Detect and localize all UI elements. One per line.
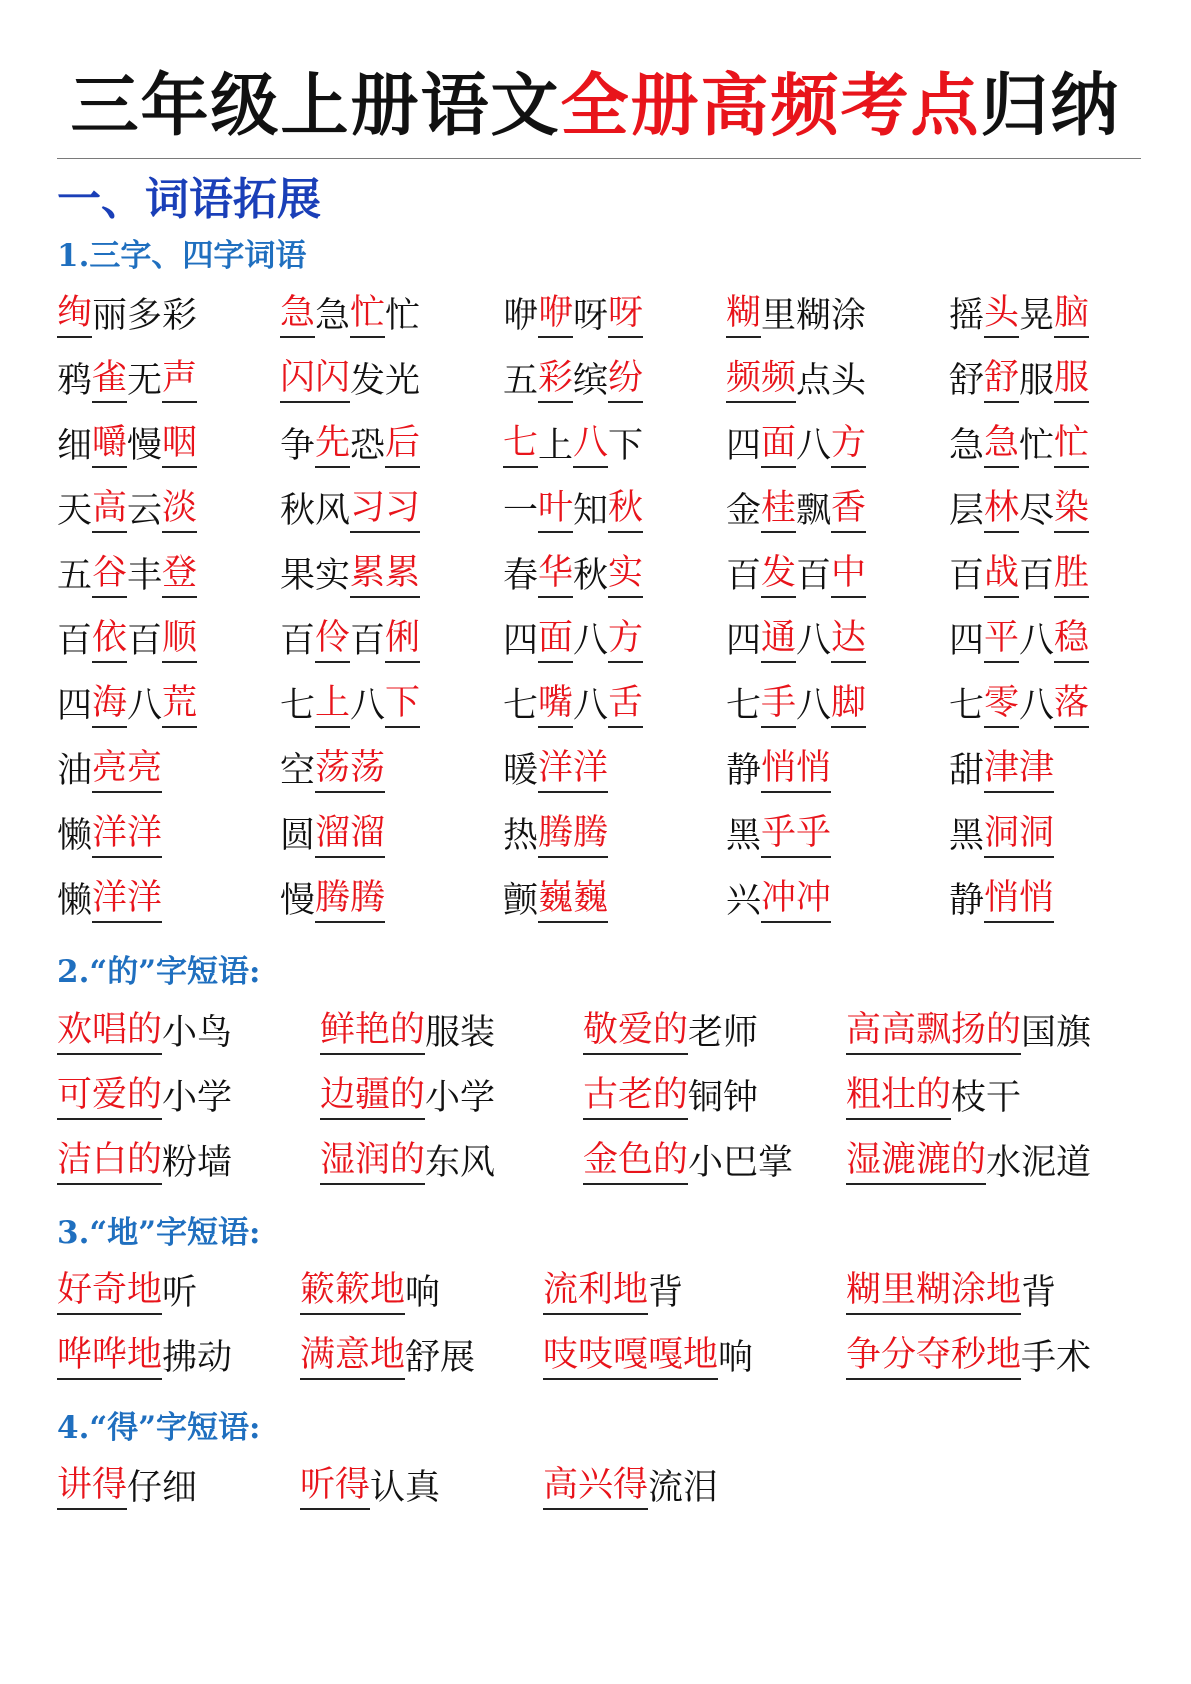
plain-word: 懒 bbox=[57, 815, 93, 856]
grid-item bbox=[280, 746, 385, 793]
highlighted-word: 敬爱的 bbox=[583, 1008, 688, 1055]
plain-word: 呀 bbox=[573, 295, 609, 336]
plain-word: 百 bbox=[726, 555, 762, 596]
plain-word: 小巴掌 bbox=[688, 1142, 794, 1183]
plain-word: 七 bbox=[503, 685, 539, 726]
plain-word: 铜钟 bbox=[688, 1077, 759, 1118]
plain-word: 百 bbox=[949, 555, 985, 596]
highlighted-word: 湿润的 bbox=[320, 1138, 425, 1185]
plain-word: 五 bbox=[57, 555, 93, 596]
plain-word: 点头 bbox=[796, 360, 867, 401]
page-title bbox=[0, 62, 1191, 152]
plain-word: 尽 bbox=[1019, 490, 1055, 531]
plain-word: 丰 bbox=[127, 555, 163, 596]
grid-item bbox=[726, 746, 831, 793]
de-item bbox=[320, 1138, 495, 1185]
plain-word: 背 bbox=[648, 1272, 684, 1313]
grid-item bbox=[726, 811, 831, 858]
grid-item bbox=[57, 616, 197, 663]
highlighted-word: 彩 bbox=[538, 356, 573, 403]
di-item bbox=[57, 1333, 232, 1380]
highlighted-word: 腾腾 bbox=[315, 876, 385, 923]
plain-word: 慢 bbox=[280, 880, 316, 921]
highlighted-word: 香 bbox=[831, 486, 866, 533]
plain-word: 舒 bbox=[949, 360, 985, 401]
di-item bbox=[543, 1333, 753, 1380]
grid-item bbox=[726, 486, 866, 533]
highlighted-word: 手 bbox=[761, 681, 796, 728]
highlighted-word: 依 bbox=[92, 616, 127, 663]
grid-item bbox=[280, 486, 420, 533]
highlighted-word: 后 bbox=[385, 421, 420, 468]
plain-word: 舒展 bbox=[405, 1337, 476, 1378]
subheading-de-phrases: 2.“的”字短语: bbox=[57, 954, 261, 990]
grid-item bbox=[57, 551, 197, 598]
highlighted-word: 满意地 bbox=[300, 1333, 405, 1380]
de-item bbox=[57, 1138, 232, 1185]
highlighted-word: 洞洞 bbox=[984, 811, 1054, 858]
highlighted-word: 稳 bbox=[1054, 616, 1089, 663]
plain-word: 晃 bbox=[1019, 295, 1055, 336]
plain-word: 拂动 bbox=[162, 1337, 233, 1378]
highlighted-word: 鲜艳的 bbox=[320, 1008, 425, 1055]
grid-item bbox=[503, 681, 643, 728]
highlighted-word: 嘴 bbox=[538, 681, 573, 728]
highlighted-word: 通 bbox=[761, 616, 796, 663]
highlighted-word: 呀 bbox=[608, 291, 643, 338]
plain-word: 八 bbox=[796, 620, 832, 661]
grid-item bbox=[57, 876, 162, 923]
highlighted-word: 中 bbox=[831, 551, 866, 598]
highlighted-word: 战 bbox=[984, 551, 1019, 598]
plain-word: 四 bbox=[57, 685, 93, 726]
plain-word: 流泪 bbox=[648, 1467, 719, 1508]
highlighted-word: 方 bbox=[831, 421, 866, 468]
highlighted-word: 咿 bbox=[538, 291, 573, 338]
grid-item bbox=[503, 616, 643, 663]
highlighted-word: 可爱的 bbox=[57, 1073, 162, 1120]
grid-item bbox=[503, 421, 643, 468]
de-item bbox=[320, 1008, 495, 1055]
plain-word: 细 bbox=[57, 425, 93, 466]
highlighted-word: 舌 bbox=[608, 681, 643, 728]
highlighted-word: 忙 bbox=[1054, 421, 1089, 468]
plain-word: 急 bbox=[315, 295, 351, 336]
grid-item bbox=[280, 811, 385, 858]
plain-word: 知 bbox=[573, 490, 609, 531]
plain-word: 七 bbox=[949, 685, 985, 726]
grid-item bbox=[949, 486, 1089, 533]
plain-word: 认真 bbox=[370, 1467, 441, 1508]
plain-word: 五 bbox=[503, 360, 539, 401]
highlighted-word: 达 bbox=[831, 616, 866, 663]
plain-word: 丽多彩 bbox=[92, 295, 198, 336]
plain-word: 天 bbox=[57, 490, 93, 531]
highlighted-word: 讲得 bbox=[57, 1463, 127, 1510]
highlighted-word: 欢唱的 bbox=[57, 1008, 162, 1055]
highlighted-word: 忙 bbox=[350, 291, 385, 338]
plain-word: 老师 bbox=[688, 1012, 759, 1053]
grid-item bbox=[57, 486, 197, 533]
grid-item bbox=[503, 876, 608, 923]
de-item bbox=[320, 1073, 495, 1120]
grid-item bbox=[280, 616, 420, 663]
plain-word: 百 bbox=[57, 620, 93, 661]
grid-item bbox=[57, 681, 197, 728]
plain-word: 摇 bbox=[949, 295, 985, 336]
plain-word: 小学 bbox=[162, 1077, 233, 1118]
di-item bbox=[300, 1268, 440, 1315]
plain-word: 油 bbox=[57, 750, 93, 791]
grid-item bbox=[503, 291, 643, 338]
highlighted-word: 荒 bbox=[162, 681, 197, 728]
grid-item bbox=[949, 681, 1089, 728]
highlighted-word: 溜溜 bbox=[315, 811, 385, 858]
highlighted-word: 洋洋 bbox=[92, 811, 162, 858]
plain-word: 七 bbox=[726, 685, 762, 726]
plain-word: 黑 bbox=[726, 815, 762, 856]
plain-word: 金 bbox=[726, 490, 762, 531]
highlighted-word: 俐 bbox=[385, 616, 420, 663]
highlighted-word: 粗壮的 bbox=[846, 1073, 951, 1120]
highlighted-word: 服 bbox=[1054, 356, 1089, 403]
plain-word: 暖 bbox=[503, 750, 539, 791]
plain-word: 东风 bbox=[425, 1142, 496, 1183]
highlighted-word: 高高飘扬的 bbox=[846, 1008, 1021, 1055]
plain-word: 八 bbox=[127, 685, 163, 726]
highlighted-word: 腾腾 bbox=[538, 811, 608, 858]
highlighted-word: 头 bbox=[984, 291, 1019, 338]
highlighted-word: 高 bbox=[92, 486, 127, 533]
highlighted-word: 秋 bbox=[608, 486, 643, 533]
plain-word: 八 bbox=[796, 685, 832, 726]
plain-word: 四 bbox=[726, 620, 762, 661]
highlighted-word: 嚼 bbox=[92, 421, 127, 468]
plain-word: 仔细 bbox=[127, 1467, 198, 1508]
highlighted-word: 洋洋 bbox=[92, 876, 162, 923]
plain-word: 发光 bbox=[350, 360, 421, 401]
highlighted-word: 纷 bbox=[608, 356, 643, 403]
grid-item bbox=[949, 746, 1054, 793]
dei-item bbox=[57, 1463, 197, 1510]
highlighted-word: 高兴得 bbox=[543, 1463, 648, 1510]
plain-word: 百 bbox=[127, 620, 163, 661]
plain-word: 背 bbox=[1021, 1272, 1057, 1313]
plain-word: 服 bbox=[1019, 360, 1055, 401]
grid-item bbox=[57, 746, 162, 793]
grid-item bbox=[949, 811, 1054, 858]
plain-word: 小鸟 bbox=[162, 1012, 233, 1053]
highlighted-word: 脚 bbox=[831, 681, 866, 728]
highlighted-word: 淡 bbox=[162, 486, 197, 533]
highlighted-word: 累累 bbox=[350, 551, 420, 598]
grid-item bbox=[726, 616, 866, 663]
plain-word: 热 bbox=[503, 815, 539, 856]
plain-word: 急 bbox=[949, 425, 985, 466]
highlighted-word: 悄悄 bbox=[984, 876, 1054, 923]
highlighted-word: 谷 bbox=[92, 551, 127, 598]
grid-item bbox=[280, 356, 420, 403]
plain-word: 八 bbox=[573, 685, 609, 726]
highlighted-word: 好奇地 bbox=[57, 1268, 162, 1315]
plain-word: 八 bbox=[1019, 685, 1055, 726]
highlighted-word: 急 bbox=[984, 421, 1019, 468]
de-item bbox=[583, 1073, 758, 1120]
plain-word: 空 bbox=[280, 750, 316, 791]
grid-item bbox=[503, 811, 608, 858]
highlighted-word: 哗哗地 bbox=[57, 1333, 162, 1380]
highlighted-word: 金色的 bbox=[583, 1138, 688, 1185]
highlighted-word: 糊 bbox=[726, 291, 761, 338]
plain-word: 缤 bbox=[573, 360, 609, 401]
highlighted-word: 发 bbox=[761, 551, 796, 598]
highlighted-word: 洁白的 bbox=[57, 1138, 162, 1185]
highlighted-word: 洋洋 bbox=[538, 746, 608, 793]
plain-word: 果实 bbox=[280, 555, 351, 596]
plain-word: 飘 bbox=[796, 490, 832, 531]
de-item bbox=[57, 1008, 232, 1055]
highlighted-word: 糊里糊涂地 bbox=[846, 1268, 1021, 1315]
grid-item bbox=[57, 291, 197, 338]
highlighted-word: 海 bbox=[92, 681, 127, 728]
de-item bbox=[846, 1138, 1091, 1185]
grid-item bbox=[949, 356, 1089, 403]
highlighted-word: 古老的 bbox=[583, 1073, 688, 1120]
plain-word: 八 bbox=[1019, 620, 1055, 661]
dei-item bbox=[543, 1463, 718, 1510]
grid-item bbox=[949, 616, 1089, 663]
highlighted-word: 染 bbox=[1054, 486, 1089, 533]
plain-word: 争 bbox=[280, 425, 316, 466]
plain-word: 百 bbox=[350, 620, 386, 661]
plain-word: 八 bbox=[350, 685, 386, 726]
grid-item bbox=[503, 746, 608, 793]
plain-word: 咿 bbox=[503, 295, 539, 336]
plain-word: 懒 bbox=[57, 880, 93, 921]
plain-word: 下 bbox=[608, 425, 644, 466]
plain-word: 粉墙 bbox=[162, 1142, 233, 1183]
plain-word: 一 bbox=[503, 490, 539, 531]
plain-word: 圆 bbox=[280, 815, 316, 856]
grid-item bbox=[57, 811, 162, 858]
plain-word: 听 bbox=[162, 1272, 198, 1313]
grid-item bbox=[57, 421, 197, 468]
highlighted-word: 顺 bbox=[162, 616, 197, 663]
highlighted-word: 叶 bbox=[538, 486, 573, 533]
highlighted-word: 津津 bbox=[984, 746, 1054, 793]
plain-word: 秋 bbox=[573, 555, 609, 596]
title-divider bbox=[57, 158, 1141, 159]
de-item bbox=[583, 1008, 758, 1055]
highlighted-word: 林 bbox=[984, 486, 1019, 533]
highlighted-word: 脑 bbox=[1054, 291, 1089, 338]
highlighted-word: 面 bbox=[761, 421, 796, 468]
grid-item bbox=[726, 356, 866, 403]
grid-item bbox=[280, 681, 420, 728]
plain-word: 鸦 bbox=[57, 360, 93, 401]
grid-item bbox=[949, 551, 1089, 598]
highlighted-word: 湿漉漉的 bbox=[846, 1138, 986, 1185]
highlighted-word: 桂 bbox=[761, 486, 796, 533]
section-heading: 一、词语拓展 bbox=[57, 174, 321, 225]
plain-word: 上 bbox=[538, 425, 574, 466]
highlighted-word: 簌簌地 bbox=[300, 1268, 405, 1315]
di-item bbox=[57, 1268, 197, 1315]
highlighted-word: 乎乎 bbox=[761, 811, 831, 858]
plain-word: 春 bbox=[503, 555, 539, 596]
plain-word: 四 bbox=[503, 620, 539, 661]
highlighted-word: 声 bbox=[162, 356, 197, 403]
grid-item bbox=[726, 421, 866, 468]
plain-word: 黑 bbox=[949, 815, 985, 856]
highlighted-word: 面 bbox=[538, 616, 573, 663]
highlighted-word: 亮亮 bbox=[92, 746, 162, 793]
grid-item bbox=[503, 551, 643, 598]
dei-item bbox=[300, 1463, 440, 1510]
grid-item bbox=[949, 291, 1089, 338]
grid-item bbox=[726, 291, 866, 338]
highlighted-word: 胜 bbox=[1054, 551, 1089, 598]
grid-item bbox=[503, 356, 643, 403]
highlighted-word: 悄悄 bbox=[761, 746, 831, 793]
plain-word: 四 bbox=[949, 620, 985, 661]
plain-word: 手术 bbox=[1021, 1337, 1092, 1378]
plain-word: 响 bbox=[718, 1337, 754, 1378]
plain-word: 云 bbox=[127, 490, 163, 531]
highlighted-word: 习习 bbox=[350, 486, 420, 533]
highlighted-word: 登 bbox=[162, 551, 197, 598]
highlighted-word: 零 bbox=[984, 681, 1019, 728]
title-highlight: 全册高频考点 bbox=[560, 67, 981, 146]
grid-item bbox=[280, 421, 420, 468]
plain-word: 八 bbox=[573, 620, 609, 661]
plain-word: 小学 bbox=[425, 1077, 496, 1118]
grid-item bbox=[57, 356, 197, 403]
highlighted-word: 听得 bbox=[300, 1463, 370, 1510]
plain-word: 慢 bbox=[127, 425, 163, 466]
highlighted-word: 争分夺秒地 bbox=[846, 1333, 1021, 1380]
di-item bbox=[300, 1333, 475, 1380]
plain-word: 兴 bbox=[726, 880, 762, 921]
highlighted-word: 落 bbox=[1054, 681, 1089, 728]
highlighted-word: 舒 bbox=[984, 356, 1019, 403]
title-part-2: 归纳 bbox=[980, 67, 1121, 146]
highlighted-word: 七 bbox=[503, 421, 538, 468]
plain-word: 恐 bbox=[350, 425, 386, 466]
plain-word: 无 bbox=[127, 360, 163, 401]
plain-word: 静 bbox=[949, 880, 985, 921]
plain-word: 忙 bbox=[1019, 425, 1055, 466]
highlighted-word: 伶 bbox=[315, 616, 350, 663]
de-item bbox=[583, 1138, 793, 1185]
highlighted-word: 平 bbox=[984, 616, 1019, 663]
highlighted-word: 荡荡 bbox=[315, 746, 385, 793]
plain-word: 百 bbox=[280, 620, 316, 661]
de-item bbox=[846, 1073, 1021, 1120]
highlighted-word: 上 bbox=[315, 681, 350, 728]
plain-word: 枝干 bbox=[951, 1077, 1022, 1118]
plain-word: 八 bbox=[796, 425, 832, 466]
highlighted-word: 边疆的 bbox=[320, 1073, 425, 1120]
highlighted-word: 雀 bbox=[92, 356, 127, 403]
plain-word: 百 bbox=[1019, 555, 1055, 596]
highlighted-word: 实 bbox=[608, 551, 643, 598]
plain-word: 服装 bbox=[425, 1012, 496, 1053]
de-item bbox=[57, 1073, 232, 1120]
highlighted-word: 流利地 bbox=[543, 1268, 648, 1315]
plain-word: 百 bbox=[796, 555, 832, 596]
di-item bbox=[846, 1268, 1056, 1315]
highlighted-word: 冲冲 bbox=[761, 876, 831, 923]
highlighted-word: 华 bbox=[538, 551, 573, 598]
grid-item bbox=[949, 421, 1089, 468]
grid-item bbox=[280, 551, 420, 598]
plain-word: 七 bbox=[280, 685, 316, 726]
highlighted-word: 吱吱嘎嘎地 bbox=[543, 1333, 718, 1380]
grid-item bbox=[503, 486, 643, 533]
di-item bbox=[543, 1268, 683, 1315]
plain-word: 甜 bbox=[949, 750, 985, 791]
di-item bbox=[846, 1333, 1091, 1380]
subheading-idioms: 1.三字、四字词语 bbox=[57, 238, 307, 274]
plain-word: 国旗 bbox=[1021, 1012, 1092, 1053]
grid-item bbox=[280, 876, 385, 923]
highlighted-word: 闪闪 bbox=[280, 356, 350, 403]
grid-item bbox=[726, 551, 866, 598]
highlighted-word: 下 bbox=[385, 681, 420, 728]
plain-word: 水泥道 bbox=[986, 1142, 1092, 1183]
plain-word: 秋风 bbox=[280, 490, 351, 531]
grid-item bbox=[726, 681, 866, 728]
highlighted-word: 八 bbox=[573, 421, 608, 468]
grid-item bbox=[726, 876, 831, 923]
plain-word: 层 bbox=[949, 490, 985, 531]
plain-word: 静 bbox=[726, 750, 762, 791]
highlighted-word: 频频 bbox=[726, 356, 796, 403]
highlighted-word: 巍巍 bbox=[538, 876, 608, 923]
subheading-dei-phrases: 4.“得”字短语: bbox=[57, 1410, 261, 1446]
highlighted-word: 绚 bbox=[57, 291, 92, 338]
highlighted-word: 先 bbox=[315, 421, 350, 468]
title-part-1: 三年级上册语文 bbox=[70, 67, 561, 146]
highlighted-word: 急 bbox=[280, 291, 315, 338]
plain-word: 忙 bbox=[385, 295, 421, 336]
plain-word: 四 bbox=[726, 425, 762, 466]
highlighted-word: 咽 bbox=[162, 421, 197, 468]
subheading-di-phrases: 3.“地”字短语: bbox=[57, 1215, 261, 1251]
highlighted-word: 方 bbox=[608, 616, 643, 663]
grid-item bbox=[280, 291, 420, 338]
plain-word: 里糊涂 bbox=[761, 295, 867, 336]
plain-word: 响 bbox=[405, 1272, 441, 1313]
de-item bbox=[846, 1008, 1091, 1055]
plain-word: 颤 bbox=[503, 880, 539, 921]
grid-item bbox=[949, 876, 1054, 923]
